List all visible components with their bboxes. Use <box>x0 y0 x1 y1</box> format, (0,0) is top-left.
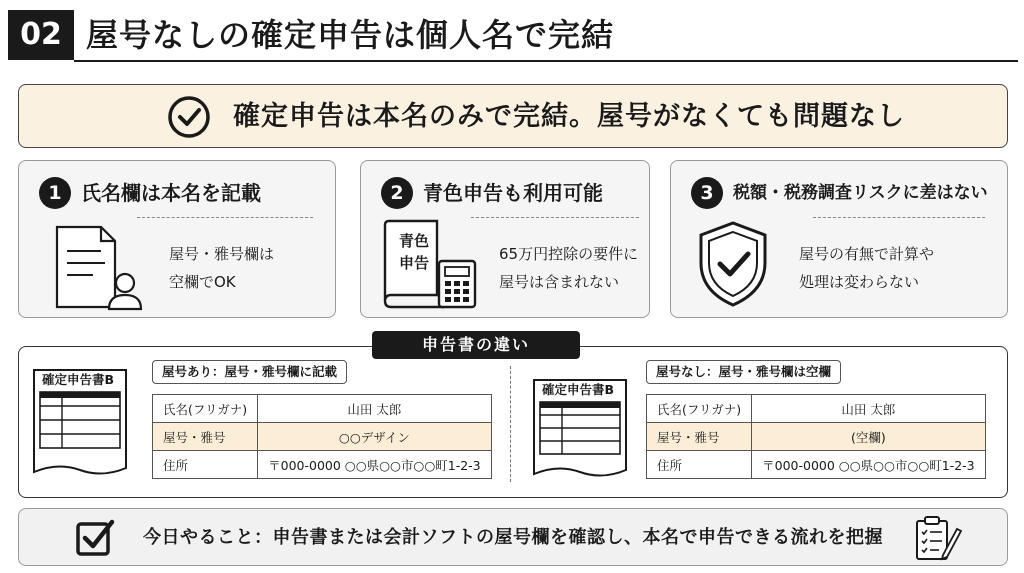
document-person-icon <box>53 223 149 311</box>
table-row-highlight <box>647 423 986 451</box>
field-key: 氏名(フリガナ) <box>647 395 752 423</box>
field-value: 山田 太郎 <box>752 395 985 423</box>
form-table-with-trade-name <box>152 394 492 479</box>
card-text-line: 65万円控除の要件に <box>499 245 639 263</box>
field-key: 屋号・雅号 <box>647 423 752 451</box>
table-row <box>647 395 986 423</box>
card-divider <box>137 217 313 218</box>
card-number: 1 <box>39 177 71 209</box>
card-title: 税額・税務調査リスクに差はない <box>733 183 988 203</box>
field-value: ○○デザイン <box>258 423 491 451</box>
todo-text: 今日やること：申告書または会計ソフトの屋号欄を確認し、本名で申告できる流れを把握 <box>143 527 883 548</box>
form-table-without-trade-name <box>646 394 986 479</box>
card-divider <box>471 217 639 218</box>
field-key: 住所 <box>153 451 258 479</box>
card-text-line: 処理は変わらない <box>799 273 920 291</box>
card-divider <box>813 217 985 218</box>
card-text-line: 屋号・雅号欄は <box>169 245 275 263</box>
check-circle-icon <box>167 95 211 139</box>
page-title: 屋号なしの確定申告は個人名で完結 <box>86 16 615 54</box>
table-row-highlight <box>153 423 492 451</box>
form-label-without-trade-name: 屋号なし：屋号・雅号欄は空欄 <box>646 360 841 384</box>
title-underline <box>74 60 1018 62</box>
comparison-title: 申告書の違い <box>372 331 580 359</box>
header <box>8 6 1018 62</box>
field-value: (空欄) <box>752 423 985 451</box>
field-key: 屋号・雅号 <box>153 423 258 451</box>
doc-label: 確定申告書B <box>42 372 115 387</box>
section-number-badge: 02 <box>8 10 74 60</box>
summary-banner <box>18 84 1008 148</box>
field-value: 〒000-0000 ○○県○○市○○町1-2-3 <box>752 451 985 479</box>
card-text-line: 屋号は含まれない <box>499 273 620 291</box>
field-value: 〒000-0000 ○○県○○市○○町1-2-3 <box>258 451 491 479</box>
card-blue-return <box>360 160 650 318</box>
checkbox-checked-icon <box>75 518 115 558</box>
card-text-line: 空欄でOK <box>169 273 236 291</box>
table-row <box>153 395 492 423</box>
card-number: 3 <box>691 177 723 209</box>
field-key: 住所 <box>647 451 752 479</box>
book-label-line: 申告 <box>399 254 430 272</box>
clipboard-checklist-icon <box>913 515 963 561</box>
shield-check-icon <box>695 219 771 309</box>
comparison-divider <box>510 366 511 482</box>
card-text-line: 屋号の有無で計算や <box>799 245 935 263</box>
summary-banner-text: 確定申告は本名のみで完結。屋号がなくても問題なし <box>233 101 905 132</box>
doc-label: 確定申告書B <box>542 382 615 397</box>
book-label-line: 青色 <box>399 232 430 250</box>
card-title: 氏名欄は本名を記載 <box>81 181 261 205</box>
card-number: 2 <box>381 177 413 209</box>
form-label-with-trade-name: 屋号あり：屋号・雅号欄に記載 <box>152 360 347 384</box>
field-key: 氏名(フリガナ) <box>153 395 258 423</box>
table-row <box>153 451 492 479</box>
card-title: 青色申告も利用可能 <box>423 181 603 205</box>
card-tax-risk <box>670 160 1008 318</box>
table-row <box>647 451 986 479</box>
todo-bar <box>18 508 1008 566</box>
field-value: 山田 太郎 <box>258 395 491 423</box>
card-name-field <box>18 160 336 318</box>
